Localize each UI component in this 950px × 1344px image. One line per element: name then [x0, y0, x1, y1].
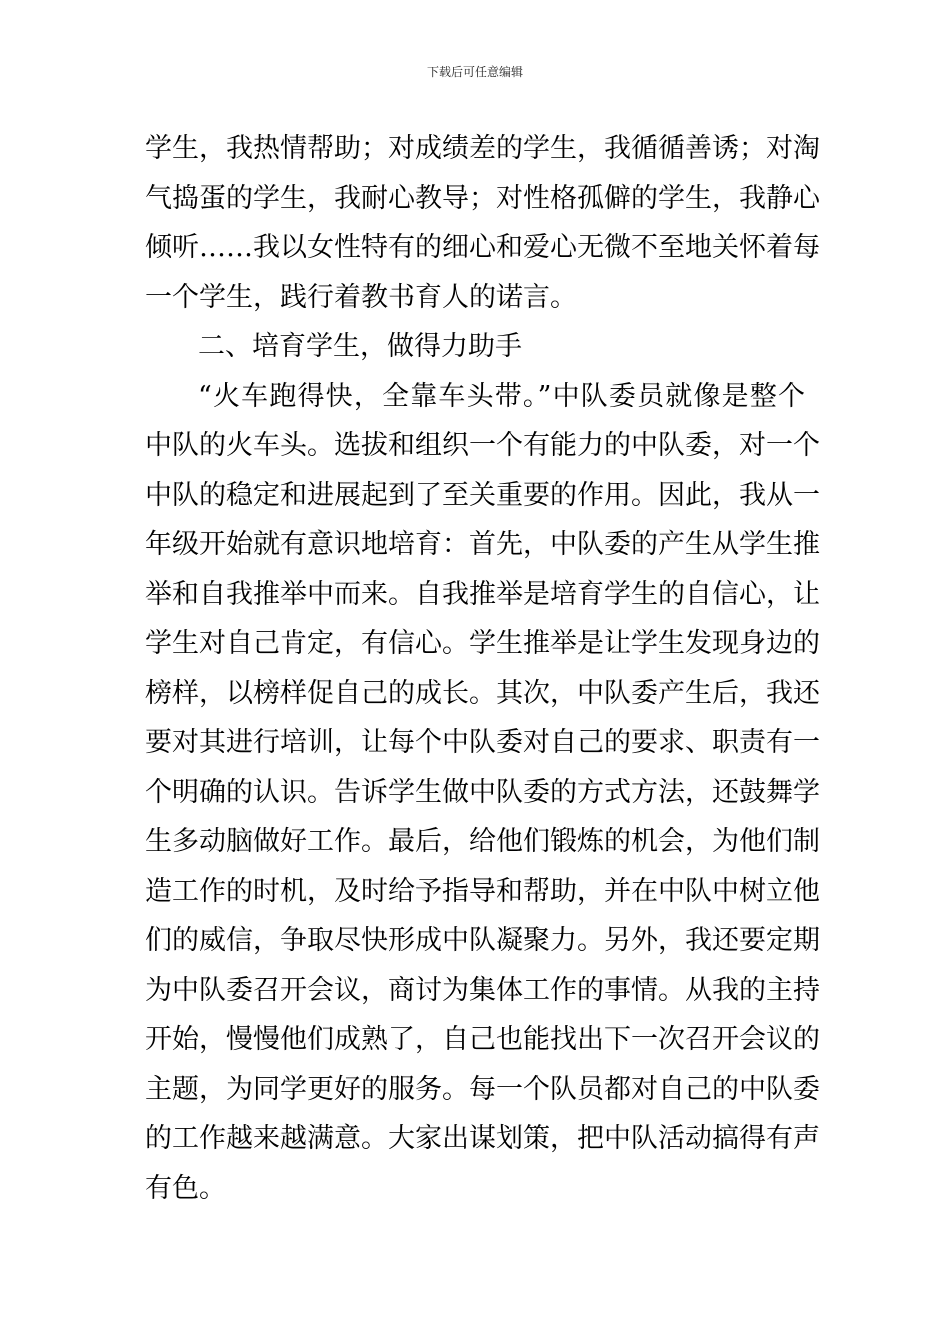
text-line: 生多动脑做好工作。最后，给他们锻炼的机会，为他们制 — [145, 826, 820, 857]
text-line: 中队的火车头。选拔和组织一个有能力的中队委，对一个 — [145, 430, 820, 461]
text-line: 中队的稳定和进展起到了至关重要的作用。因此，我从一 — [145, 479, 820, 511]
text-line: 气捣蛋的学生，我耐心教导；对性格孤僻的学生，我静心 — [145, 182, 820, 214]
text-line: 学生对自己肯定，有信心。学生推举是让学生发现身边的 — [145, 628, 820, 659]
text-line: 榜样，以榜样促自己的成长。其次，中队委产生后，我还 — [145, 677, 820, 709]
text-line: 学生，我热情帮助；对成绩差的学生，我循循善诱；对淘 — [145, 133, 820, 164]
text-line: 一个学生，践行着教书育人的诺言。 — [145, 281, 577, 313]
text-line: 们的威信，争取尽快形成中队凝聚力。另外，我还要定期 — [145, 925, 820, 956]
document-body — [145, 124, 820, 1213]
text-line: 为中队委召开会议，商讨为集体工作的事情。从我的主持 — [145, 974, 820, 1006]
text-line: 年级开始就有意识地培育：首先，中队委的产生从学生推 — [145, 529, 820, 560]
text-line: 造工作的时机，及时给予指导和帮助，并在中队中树立他 — [145, 875, 820, 907]
text-line: 个明确的认识。告诉学生做中队委的方式方法，还鼓舞学 — [145, 776, 820, 808]
section-heading: 二、培育学生，做得力助手 — [198, 331, 522, 362]
text-line: 要对其进行培训，让每个中队委对自己的要求、职责有一 — [145, 727, 820, 758]
text-line: 倾听……我以女性特有的细心和爱心无微不至地关怀着每 — [145, 232, 820, 263]
text-line: 的工作越来越满意。大家出谋划策，把中队活动搞得有声 — [145, 1123, 820, 1154]
text-line: 有色。 — [145, 1172, 226, 1204]
text-line: 主题，为同学更好的服务。每一个队员都对自己的中队委 — [145, 1073, 820, 1105]
page-header: 下载后可任意编辑 — [426, 65, 523, 79]
text-line: 举和自我推举中而来。自我推举是培育学生的自信心，让 — [145, 578, 820, 610]
text-line: 开始，慢慢他们成熟了，自己也能找出下一次召开会议的 — [145, 1024, 820, 1055]
text-line: “火车跑得快，全靠车头带。”中队委员就像是整个 — [198, 380, 805, 412]
